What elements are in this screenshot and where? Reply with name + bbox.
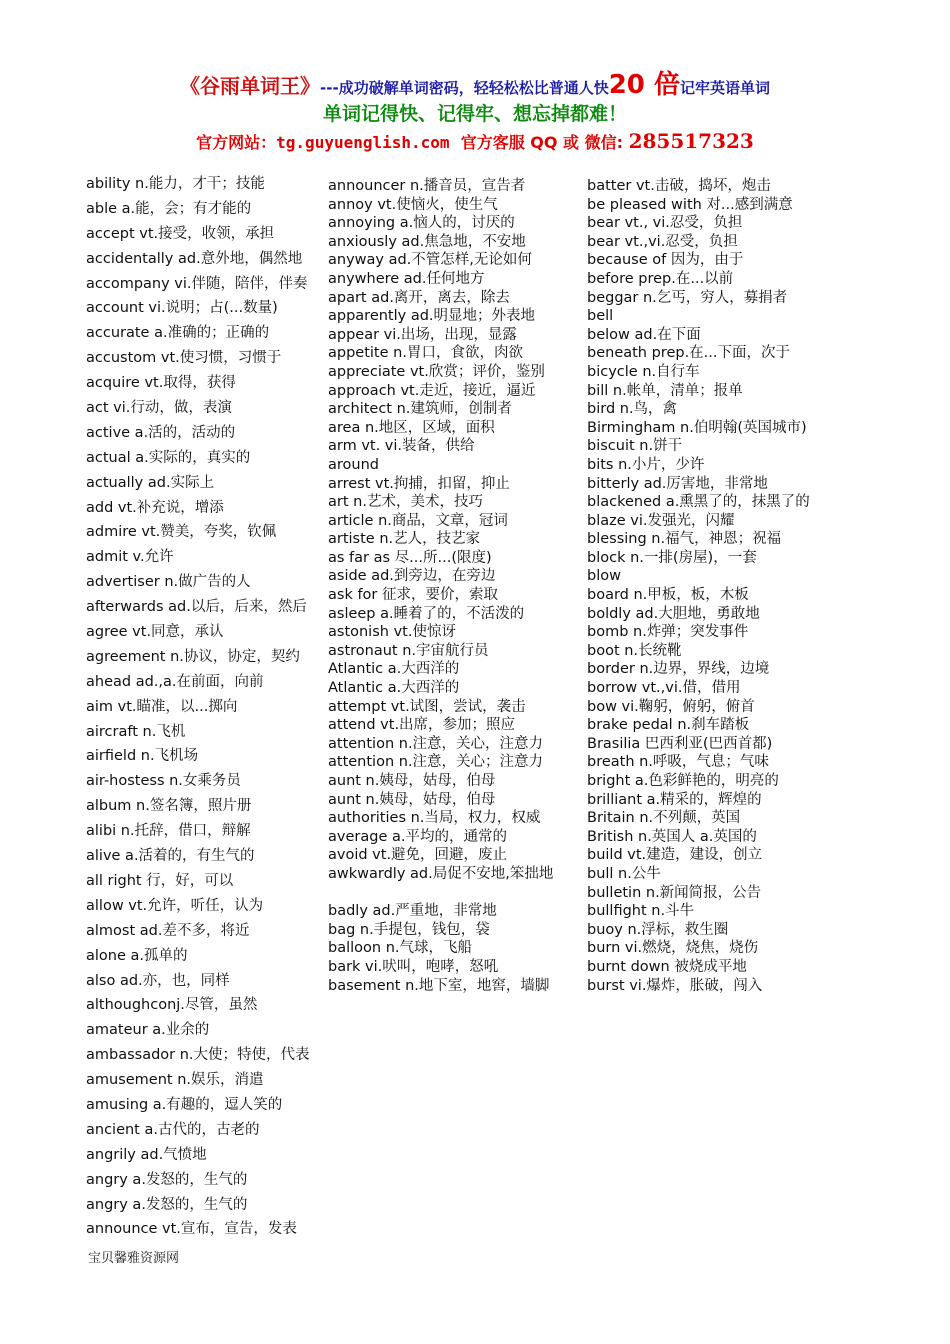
footer-source: 宝贝馨雅资源网 xyxy=(88,1251,180,1266)
site-label: 官方网站： xyxy=(196,133,277,152)
word-entry: Atlantic a.大西洋的 xyxy=(328,680,460,697)
word-entry: be pleased with 对...感到满意 xyxy=(587,196,793,213)
word-entry: arrest vt.拘捕，扣留，抑止 xyxy=(328,475,510,492)
word-entry: bear vt.,vi.忍受，负担 xyxy=(587,233,738,250)
word-entry: British n.英国人 a.英国的 xyxy=(587,828,757,845)
word-entry: also ad.亦，也，同样 xyxy=(86,972,230,989)
word-entry: art n.艺术，美术，技巧 xyxy=(328,494,483,511)
word-entry: astronaut n.宇宙航行员 xyxy=(328,642,489,659)
word-entry: bill n.帐单，清单；报单 xyxy=(587,382,743,399)
word-entry: air-hostess n.女乘务员 xyxy=(86,773,241,790)
word-entry: blessing n.福气，神恩；祝福 xyxy=(587,531,782,548)
word-entry: around xyxy=(328,456,379,473)
word-entry: awkwardly ad.局促不安地,笨拙地 xyxy=(328,865,554,882)
word-entry: article n.商品，文章，冠词 xyxy=(328,512,508,529)
word-entry: Birmingham n.伯明翰(英国城市) xyxy=(587,419,807,436)
word-entry: bull n.公牛 xyxy=(587,865,661,882)
page-header xyxy=(0,70,950,154)
word-entry: album n.签名簿，照片册 xyxy=(86,798,252,815)
word-entry: beneath prep.在...下面，次于 xyxy=(587,345,791,362)
word-entry: Britain n.不列颠，英国 xyxy=(587,810,741,827)
word-entry: alive a.活着的，有生气的 xyxy=(86,848,255,865)
word-entry: all right 行，好，可以 xyxy=(86,872,234,889)
word-entry: bright a.色彩鲜艳的，明亮的 xyxy=(587,773,779,789)
word-entry: actually ad.实际上 xyxy=(86,474,215,491)
word-entry: architect n.建筑师，创制者 xyxy=(328,401,512,418)
word-entry: block n.一排(房屋)，一套 xyxy=(587,549,757,566)
word-entry: attempt vt.试图，尝试，袭击 xyxy=(328,698,526,715)
word-entry: accurate a.准确的；正确的 xyxy=(86,325,270,342)
word-entry: appear vi.出场，出现，显露 xyxy=(328,326,517,343)
word-entry: active a.活的，活动的 xyxy=(86,424,236,441)
header-tagline: 单词记得快、记得牢、想忘掉都难！ xyxy=(322,103,627,125)
word-entry: actual a.实际的，真实的 xyxy=(86,449,251,466)
word-entry: bicycle n.自行车 xyxy=(587,363,700,380)
word-entry: ambassador n.大使；特使，代表 xyxy=(86,1047,310,1064)
word-list-column-2 xyxy=(328,177,566,995)
word-entry: brilliant a.精采的，辉煌的 xyxy=(587,791,762,808)
word-entry: approach vt.走近，接近，逼近 xyxy=(328,382,536,399)
word-entry: buoy n.浮标，救生圈 xyxy=(587,921,729,938)
word-entry: asleep a.睡着了的，不活泼的 xyxy=(328,605,525,622)
word-entry: artiste n.艺人，技艺家 xyxy=(328,531,481,548)
word-list-column-1 xyxy=(86,172,310,1242)
word-entry: aunt n.姨母，姑母，伯母 xyxy=(328,773,496,789)
word-entry: add vt.补充说，增添 xyxy=(86,499,224,516)
word-entry: appetite n.胃口，食欲，肉欲 xyxy=(328,345,523,362)
word-entry: badly ad.严重地，非常地 xyxy=(328,903,497,920)
word-entry: allow vt.允许，听任，认为 xyxy=(86,897,264,914)
word-entry: brake pedal n.刹车踏板 xyxy=(587,717,750,734)
word-entry: apart ad.离开，离去，除去 xyxy=(328,289,510,306)
header-contact-line xyxy=(0,128,950,154)
word-entry: arm vt. vi.装备，供给 xyxy=(328,438,475,455)
word-entry: act vi.行动，做，表演 xyxy=(86,400,232,417)
word-entry: aircraft n.飞机 xyxy=(86,723,186,740)
word-entry: boldly ad.大胆地，勇敢地 xyxy=(587,605,760,622)
word-entry: agree vt.同意，承认 xyxy=(86,624,224,641)
word-entry: ask for 征求，要价，索取 xyxy=(328,587,498,604)
word-entry: alone a.孤单的 xyxy=(86,947,188,964)
word-entry: bell xyxy=(587,308,614,325)
word-entry: angry a.发怒的，生气的 xyxy=(86,1171,248,1188)
word-list-column-3 xyxy=(587,177,810,995)
word-entry: blow xyxy=(587,568,621,585)
word-entry: balloon n.气球，飞船 xyxy=(328,940,472,957)
word-entry: bomb n.炸弹；突发事件 xyxy=(587,624,749,641)
word-entry: burnt down 被烧成平地 xyxy=(587,958,747,975)
word-entry: bits n.小片，少许 xyxy=(587,456,705,473)
word-entry: Brasilia 巴西利亚(巴西首都) xyxy=(587,735,773,752)
word-entry: almost ad.差不多，将近 xyxy=(86,922,250,939)
word-entry: angrily ad.气愤地 xyxy=(86,1146,207,1163)
word-entry: basement n.地下室，地窖，墙脚 xyxy=(328,977,550,994)
word-entry: attend vt.出席，参加；照应 xyxy=(328,717,516,734)
word-entry: anxiously ad.焦急地，不安地 xyxy=(328,233,526,250)
word-entry: alibi n.托辞，借口，辩解 xyxy=(86,823,251,840)
word-entry: angry a.发怒的，生气的 xyxy=(86,1196,248,1213)
slogan-number: 20 倍 xyxy=(608,70,680,100)
word-entry: board n.甲板，板，木板 xyxy=(587,587,749,604)
word-entry: border n.边界，界线，边境 xyxy=(587,661,770,678)
word-entry: account vi.说明；占(...数量) xyxy=(86,300,278,317)
slogan-part-c: 记牢英语单词 xyxy=(679,79,770,97)
word-entry: build vt.建造，建设，创立 xyxy=(587,847,763,864)
slogan-part-b: 比普通人快 xyxy=(533,79,609,97)
word-entry: althoughconj.尽管，虽然 xyxy=(86,997,258,1014)
qq-number: 285517323 xyxy=(628,129,754,153)
word-entry: below ad.在下面 xyxy=(587,326,701,343)
word-entry: anywhere ad.任何地方 xyxy=(328,270,485,287)
word-entry: burst vi.爆炸，胀破，闯入 xyxy=(587,977,763,994)
word-entry: accept vt.接受，收领，承担 xyxy=(86,225,275,242)
word-entry: bird n.鸟，禽 xyxy=(587,401,678,418)
word-entry: aim vt.瞄准，以...掷向 xyxy=(86,698,238,715)
qq-label: 官方客服 QQ 或 微信: xyxy=(460,133,624,152)
word-entry: attention n.注意，关心，注意力 xyxy=(328,735,544,752)
word-entry: airfield n.飞机场 xyxy=(86,748,199,765)
word-entry: burn vi.燃烧，烧焦，烧伤 xyxy=(587,940,759,957)
word-entry: apparently ad.明显地；外表地 xyxy=(328,308,536,325)
word-entry: bitterly ad.厉害地，非常地 xyxy=(587,475,768,492)
word-entry: admire vt.赞美，夸奖，钦佩 xyxy=(86,524,277,541)
word-entry: before prep.在...以前 xyxy=(587,270,734,287)
word-entry: ahead ad.,a.在前面，向前 xyxy=(86,673,264,690)
word-entry: blaze vi.发强光，闪耀 xyxy=(587,512,735,529)
word-entry: beggar n.乞丐，穷人，募捐者 xyxy=(587,289,788,306)
word-entry: able a.能，会；有才能的 xyxy=(86,200,252,217)
word-entry: bulletin n.新闻简报，公告 xyxy=(587,884,762,901)
word-entry: Atlantic a.大西洋的 xyxy=(328,661,460,678)
word-entry: breath n.呼吸，气息；气味 xyxy=(587,754,769,771)
word-entry: as far as 尽...所...(限度) xyxy=(328,549,492,566)
word-entry: ability n.能力，才干；技能 xyxy=(86,176,265,192)
word-entry: authorities n.当局，权力，权威 xyxy=(328,810,541,827)
slogan-part-a: ---成功破解单词密码，轻轻松松 xyxy=(320,79,534,97)
word-entry: batter vt.击破，捣坏，炮击 xyxy=(587,178,771,194)
word-entry: accustom vt.使习惯，习惯于 xyxy=(86,350,282,367)
word-entry: attention n.注意，关心；注意力 xyxy=(328,754,544,771)
word-entry: anyway ad.不管怎样,无论如何 xyxy=(328,252,532,269)
word-entry: amateur a.业余的 xyxy=(86,1022,210,1039)
word-entry: boot n.长统靴 xyxy=(587,642,682,659)
word-entry: average a.平均的，通常的 xyxy=(328,828,507,845)
word-entry: annoy vt.使恼火，使生气 xyxy=(328,196,498,213)
word-entry: avoid vt.避免，回避，废止 xyxy=(328,847,508,864)
word-entry: advertiser n.做广告的人 xyxy=(86,574,251,591)
word-entry: accompany vi.伴随，陪伴，伴奏 xyxy=(86,275,308,292)
word-entry: announce vt.宣布，宣告，发表 xyxy=(86,1221,297,1238)
site-url-link[interactable]: tg.guyuenglish.com xyxy=(276,133,450,152)
word-entry: announcer n.播音员，宣告者 xyxy=(328,178,526,194)
word-entry: amusing a.有趣的，逗人笑的 xyxy=(86,1096,283,1113)
word-entry: ancient a.古代的，古老的 xyxy=(86,1121,260,1138)
word-entry: agreement n.协议，协定，契约 xyxy=(86,648,300,665)
word-entry: bag n.手提包，钱包，袋 xyxy=(328,921,490,938)
word-entry: aside ad.到旁边，在旁边 xyxy=(328,568,496,585)
word-entry: bear vt., vi.忍受，负担 xyxy=(587,215,743,232)
word-entry: acquire vt.取得，获得 xyxy=(86,375,236,392)
word-entry: borrow vt.,vi.借，借用 xyxy=(587,680,741,697)
word-entry: bark vi.吠叫，咆哮，怒吼 xyxy=(328,958,499,975)
word-entry: area n.地区，区域，面积 xyxy=(328,419,495,436)
word-entry: bow vi.鞠躬，俯躬，俯首 xyxy=(587,698,755,715)
word-entry: blackened a.熏黑了的，抹黑了的 xyxy=(587,494,810,511)
word-entry: bullfight n.斗牛 xyxy=(587,903,695,920)
word-entry: annoying a.恼人的，讨厌的 xyxy=(328,215,515,232)
word-entry: astonish vt.使惊讶 xyxy=(328,624,456,641)
word-entry: aunt n.姨母，姑母，伯母 xyxy=(328,791,496,808)
word-entry: biscuit n.饼干 xyxy=(587,438,683,455)
brand-title: 《谷雨单词王》 xyxy=(180,74,321,98)
header-slogan-line xyxy=(0,70,950,100)
word-entry: because of 因为，由于 xyxy=(587,252,744,269)
word-entry: appreciate vt.欣赏；评价，鉴别 xyxy=(328,363,545,380)
word-entry: accidentally ad.意外地，偶然地 xyxy=(86,250,303,267)
word-entry: amusement n.娱乐，消遣 xyxy=(86,1072,264,1089)
word-entry: admit v.允许 xyxy=(86,549,174,566)
word-entry: afterwards ad.以后，后来，然后 xyxy=(86,599,307,616)
